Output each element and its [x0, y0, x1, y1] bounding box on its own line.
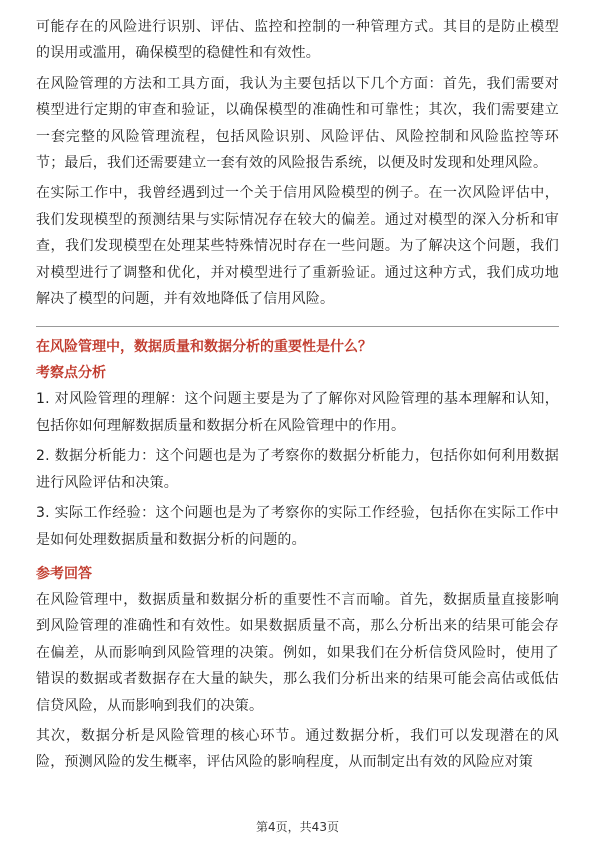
- section-divider: [36, 326, 559, 327]
- analysis-item-3: 3. 实际工作经验：这个问题也是为了考察你的实际工作经验，包括你在实际工作中是如何处理数据质量和数据分析的问题的。: [36, 505, 559, 548]
- answer-paragraph-1: 在风险管理中，数据质量和数据分析的重要性不言而喻。首先，数据质量直接影响到风险管理的准确性和有效性。如果数据质量不高，那么分析出来的结果可能会存在偏差，从而影响到风险管理的决策。例如，如果我们在分析信贷风险时，使用了错误的数据或者数据存在大量的缺失，那么我们分析出来的结果可能会高估或低估信贷风险，从而影响到我们的决策。: [36, 591, 559, 714]
- page-footer: 第4页，共43页: [256, 820, 339, 834]
- analysis-heading: 考察点分析: [36, 365, 106, 382]
- intro-paragraph-1: 可能存在的风险进行识别、评估、监控和控制的一种管理方式。其目的是防止模型的误用或滥用，确保模型的稳健性和有效性。: [36, 19, 559, 62]
- answer-paragraph-2: 其次，数据分析是风险管理的核心环节。通过数据分析，我们可以发现潜在的风险，预测风险的发生概率，评估风险的影响程度，从而制定出有效的风险应对策: [36, 727, 559, 771]
- question-heading: 在风险管理中，数据质量和数据分析的重要性是什么？: [36, 339, 372, 356]
- answer-heading: 参考回答: [36, 565, 92, 582]
- analysis-item-1: 1. 对风险管理的理解：这个问题主要是为了了解你对风险管理的基本理解和认知，包括你如何理解数据质量和数据分析在风险管理中的作用。: [36, 391, 559, 434]
- document-page: [36, 14, 559, 776]
- intro-paragraph-3: 在实际工作中，我曾经遇到过一个关于信用风险模型的例子。在一次风险评估中，我们发现模型的预测结果与实际情况存在较大的偏差。通过对模型的深入分析和审查，我们发现模型在处理某些特殊情况时存在一些问题。为了解决这个问题，我们对模型进行了调整和优化，并对模型进行了重新验证。通过这种方式，我们成功地解决了模型的问题，并有效地降低了信用风险。: [36, 185, 559, 308]
- analysis-item-2: 2. 数据分析能力：这个问题也是为了考察你的数据分析能力，包括你如何利用数据进行风险评估和决策。: [36, 448, 559, 491]
- intro-paragraph-2: 在风险管理的方法和工具方面，我认为主要包括以下几个方面：首先，我们需要对模型进行定期的审查和验证，以确保模型的准确性和可靠性；其次，我们需要建立一套完整的风险管理流程，包括风险识别、风险评估、风险控制和风险监控等环节；最后，我们还需要建立一套有效的风险报告系统，以便及时发现和处理风险。: [36, 75, 559, 172]
